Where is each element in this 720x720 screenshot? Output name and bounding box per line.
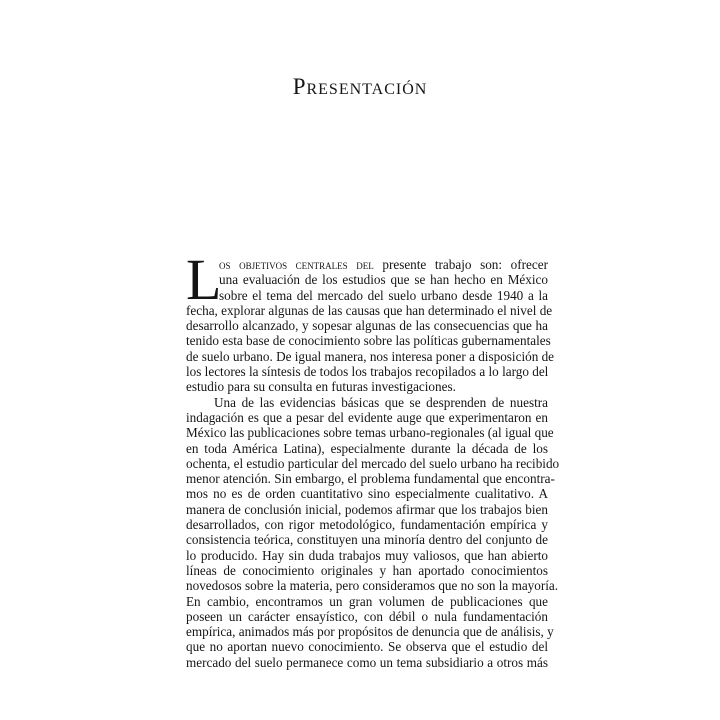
paragraph-line: empírica, animados más por propósitos de denuncia que de análisis, y — [186, 624, 554, 640]
paragraph-line: ochenta, el estudio particular del mercado del suelo urbano ha recibido — [186, 455, 560, 471]
paragraph-line: sobre el tema del mercado del suelo urbano desde 1940 a la — [219, 287, 548, 303]
paragraph-line: fecha, explorar algunas de las causas que han determinado el nivel de — [186, 302, 553, 318]
page-title: Presentación — [292, 74, 428, 99]
paragraph-line: mos no es de orden cuantitativo sino especialmente cualitativo. A — [186, 486, 548, 502]
lead-in-smallcaps: os objetivos centrales del — [219, 257, 374, 272]
body-text — [186, 247, 560, 670]
paragraph-line: indagación es que a pesar del evidente auge que experimentaron en — [186, 409, 548, 425]
paragraph-line: de suelo urbano. De igual manera, nos interesa poner a disposición de — [186, 348, 555, 364]
paragraph-line: consistencia teórica, constituyen una minoría dentro del conjunto de — [186, 532, 548, 548]
paragraph-line: poseen un carácter ensayístico, con débil o nula fundamentación — [186, 608, 548, 624]
paragraph-line: Una de las evidencias básicas que se desprenden de nuestra — [214, 394, 548, 410]
paragraph-line: los lectores la síntesis de todos los trabajos recopilados a lo largo del — [186, 364, 549, 380]
paragraph-line: novedosos sobre la materia, pero consideramos que no son la mayoría. — [186, 578, 559, 594]
paragraph-line: desarrollados, con rigor metodológico, fundamentación empírica y — [186, 517, 548, 533]
paragraph-line: En cambio, encontramos un gran volumen de publicaciones que — [186, 593, 548, 609]
drop-cap-letter: L — [186, 247, 222, 312]
paragraph-line: manera de conclusión inicial, podemos afirmar que los trabajos bien — [186, 501, 548, 517]
paragraph-line: México las publicaciones sobre temas urbano-regionales (al igual que — [186, 425, 554, 441]
paragraph-line: tenido esta base de conocimiento sobre las políticas gubernamentales — [186, 333, 551, 349]
paragraph-line: lo producido. Hay sin duda trabajos muy valiosos, que han abierto — [186, 547, 548, 563]
paragraph-line: una evaluación de los estudios que se han hecho en México — [219, 272, 548, 288]
paragraph-line: menor atención. Sin embargo, el problema fundamental que encontra- — [186, 471, 555, 487]
paragraph-line: estudio para su consulta en futuras investigaciones. — [186, 379, 456, 395]
paragraph-2 — [186, 394, 560, 670]
paragraph-line: desarrollo alcanzado, y sopesar algunas de las consecuencias que ha — [186, 318, 548, 334]
paragraph-line: líneas de conocimiento originales y han aportado conocimientos — [186, 562, 548, 578]
paragraph-line: os objetivos centrales del presente trabajo son: ofrecer — [219, 257, 548, 272]
paragraph-1 — [186, 247, 555, 395]
paragraph-line: en toda América Latina), especialmente durante la década de los — [186, 440, 548, 456]
paragraph-line: que no aportan nuevo conocimiento. Se observa que el estudio del — [186, 639, 548, 655]
paragraph-line: mercado del suelo permanece como un tema subsidiario a otros más — [186, 654, 548, 670]
